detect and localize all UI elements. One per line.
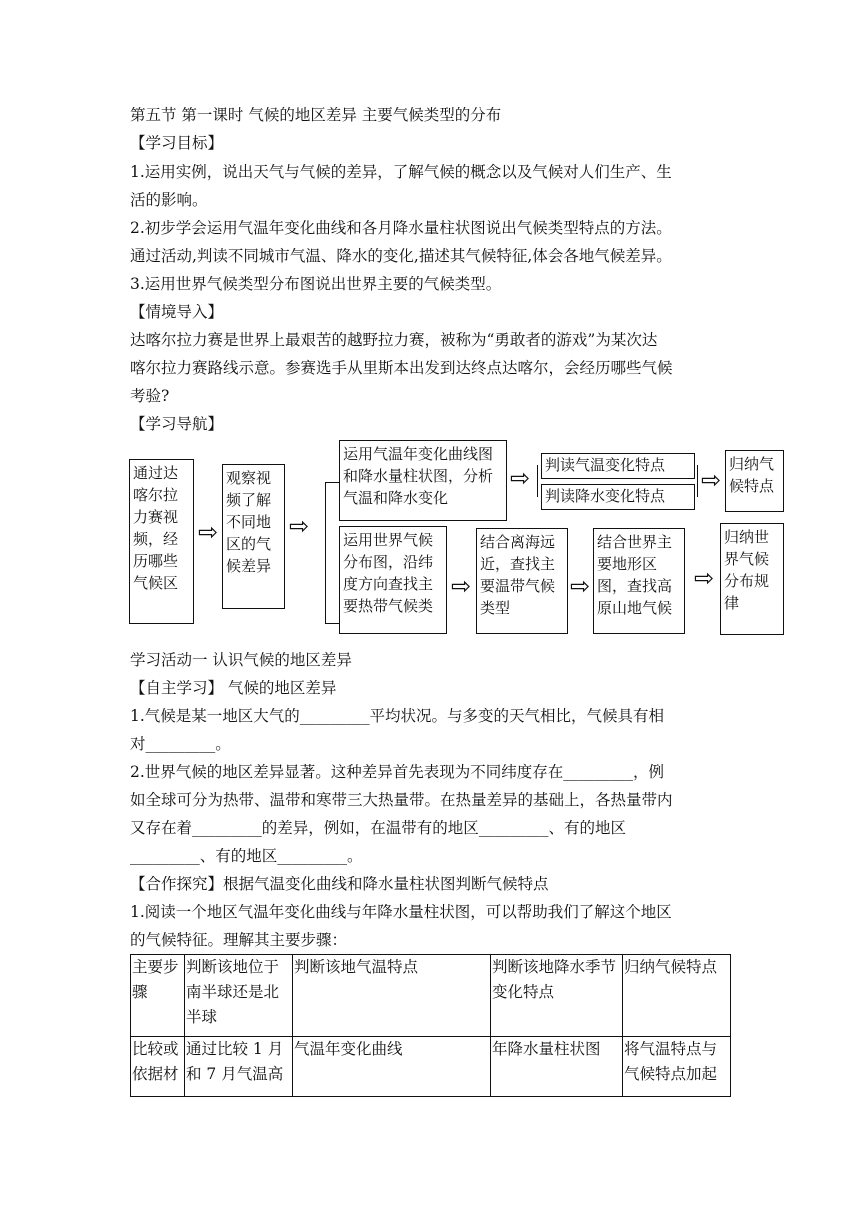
objective-1a: 1.运用实例，说出天气与气候的差异，了解气候的概念以及气候对人们生产、生 [130,163,672,181]
scenario-text-2: 喀尔拉力赛路线示意。参赛选手从里斯本出发到达终点达喀尔，会经历哪些气候 [130,359,673,377]
heading-cooperative: 【合作探究】根据气温变化曲线和降水量柱状图判断气候特点 [130,875,549,893]
scenario-text-1: 达喀尔拉力赛是世界上最艰苦的越野拉力赛，被称为“勇敢者的游戏”为某次达 [130,331,658,349]
question-2c: 又存在着_________的差异，例如，在温带有的地区_________、有的地区 [130,819,627,837]
objective-1b: 活的影响。 [130,191,208,209]
heading-navigation: 【学习导航】 [130,415,224,433]
table-row [131,1037,731,1097]
question-2b: 如全球可分为热带、温带和寒带三大热量带。在热量差异的基础上，各热量带内 [130,791,673,809]
flow-box-tropical: 运用世界气候分布图，沿纬度方向查找主要热带气候类 [339,526,447,634]
flow-arrow-3: ⇨ [510,464,531,492]
flow-box-distribution: 归纳世界气候分布规律 [720,523,784,635]
question-1a: 1.气候是某一地区大气的_________平均状况。与多变的天气相比，气候具有相 [130,707,665,725]
table-cell: 通过比较 1 月和 7 月气温高 [185,1037,293,1097]
flow-merge-line [697,465,698,497]
heading-self-study: 【自主学习】 气候的地区差异 [130,679,337,697]
section-title: 第五节 第一课时 气候的地区差异 主要气候类型的分布 [130,106,502,124]
question-2d: _________、有的地区_________。 [130,847,363,865]
table-cell: 气温年变化曲线 [293,1037,491,1097]
table-cell: 主要步骤 [131,955,185,1037]
objective-2a: 2.初步学会运用气温年变化曲线和各月降水量柱状图说出气候类型特点的方法。 [130,219,672,237]
flow-box-temp: 判读气温变化特点 [541,453,695,479]
heading-objectives: 【学习目标】 [130,134,224,152]
flow-arrow-4: ⇨ [701,466,722,494]
table-cell: 判断该地位于南半球还是北半球 [185,955,293,1037]
steps-table [130,954,731,1097]
table-cell: 判断该地气温特点 [293,955,491,1037]
table-cell: 比较或依据材 [131,1037,185,1097]
objective-2b: 通过活动,判读不同城市气温、降水的变化,描述其气候特征,体会各地气候差异。 [130,247,672,265]
table-cell: 判断该地降水季节变化特点 [491,955,623,1037]
flow-box-temperate: 结合离海远近，查找主要温带气候类型 [476,528,568,634]
flow-arrow-2: ⇨ [289,512,310,540]
explore-1a: 1.阅读一个地区气温年变化曲线与年降水量柱状图，可以帮助我们了解这个地区 [130,903,672,921]
explore-1b: 的气候特征。理解其主要步骤： [130,931,348,949]
flow-box-summarize: 归纳气候特点 [725,450,784,512]
flow-split-line [537,465,538,497]
table-cell: 将气温特点与气候特点加起 [623,1037,731,1097]
table-row [131,955,731,1037]
flow-arrow-7: ⇨ [694,564,715,592]
flow-box-highland: 结合世界主要地形区图，查找高原山地气候 [593,528,685,634]
flow-arrow-1: ⇨ [198,518,219,546]
question-1b: 对_________。 [130,735,231,753]
table-cell: 归纳气候特点 [623,955,731,1037]
objective-3: 3.运用世界气候类型分布图说出世界主要的气候类型。 [130,275,502,293]
flow-box-observe: 观察视频了解不同地区的气候差异 [222,464,285,609]
question-2a: 2.世界气候的地区差异显著。这种差异首先表现为不同纬度存在_________，例 [130,763,665,781]
flow-box-intro: 通过达喀尔拉力赛视频，经历哪些气候区 [129,459,194,624]
table-cell: 年降水量柱状图 [491,1037,623,1097]
flow-box-precip: 判读降水变化特点 [541,484,695,510]
scenario-text-3: 考验? [130,387,170,405]
activity-1-title: 学习活动一 认识气候的地区差异 [130,651,352,669]
heading-scenario: 【情境导入】 [130,303,224,321]
flow-arrow-5: ⇨ [451,572,472,600]
flow-bracket [325,482,339,624]
flow-box-analyze-curves: 运用气温年变化曲线图和降水量柱状图，分析气温和降水变化 [339,440,507,521]
flow-arrow-6: ⇨ [570,572,591,600]
